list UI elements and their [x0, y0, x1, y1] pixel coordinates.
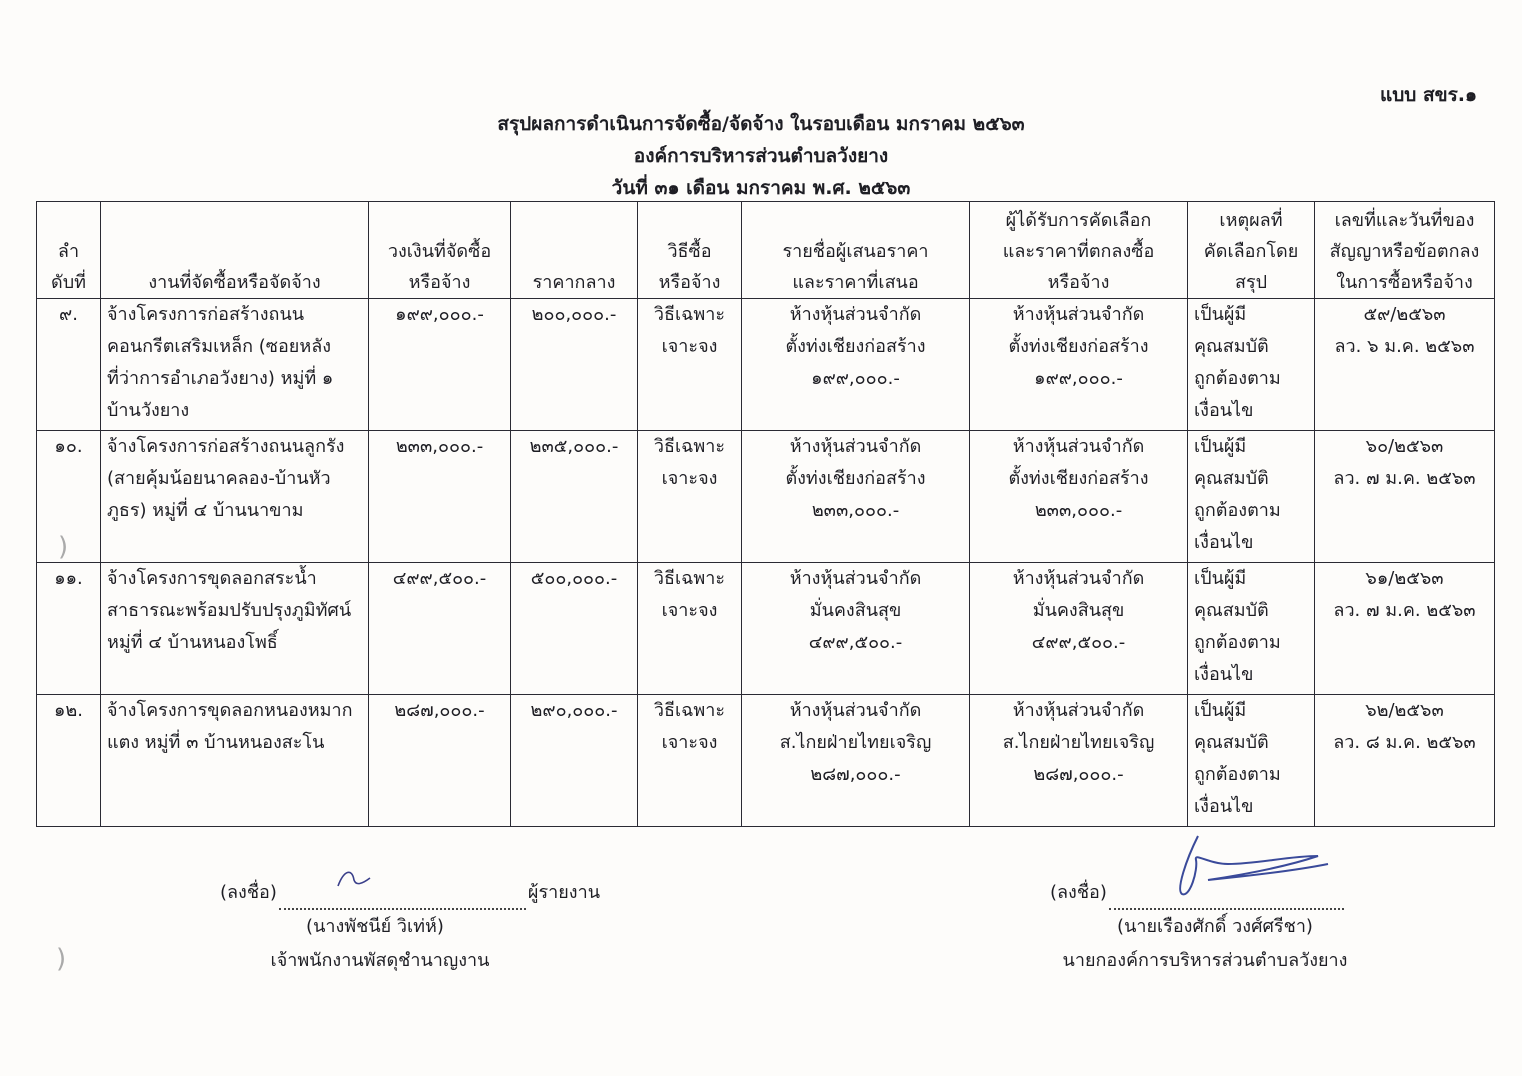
column-header-method: วิธีซื้อ หรือจ้าง	[638, 202, 742, 299]
row-median-price: ๒๐๐,๐๐๐.-	[511, 299, 638, 431]
header-title: สรุปผลการดำเนินการจัดซื้อ/จัดจ้าง ในรอบเดือน มกราคม ๒๕๖๓	[497, 113, 1025, 135]
row-budget: ๑๙๙,๐๐๐.-	[369, 299, 511, 431]
row-budget: ๒๘๗,๐๐๐.-	[369, 695, 511, 827]
header-date: วันที่ ๓๑ เดือน มกราคม พ.ศ. ๒๕๖๓	[611, 177, 911, 199]
row-selected: ห้างหุ้นส่วนจำกัด ตั้งท่งเชียงก่อสร้าง ๒๓๓,๐๐๐.-	[970, 431, 1188, 563]
row-method: วิธีเฉพาะ เจาะจง	[638, 695, 742, 827]
row-bidders: ห้างหุ้นส่วนจำกัด มั่นคงสินสุข ๔๙๙,๕๐๐.-	[742, 563, 970, 695]
form-code: แบบ สขร.๑	[1380, 84, 1478, 106]
row-work: จ้างโครงการขุดลอกหนองหมาก แตง หมู่ที่ ๓ บ้านหนองสะโน	[101, 695, 369, 827]
table-row	[37, 431, 1495, 563]
row-work: จ้างโครงการก่อสร้างถนนลูกรัง (สายคุ้มน้อยนาคลอง-บ้านหัว ภูธร) หมู่ที่ ๔ บ้านนาขาม	[101, 431, 369, 563]
row-budget: ๒๓๓,๐๐๐.-	[369, 431, 511, 563]
column-header-no: ลำ ดับที่	[37, 202, 101, 299]
row-work: จ้างโครงการขุดลอกสระน้ำ สาธารณะพร้อมปรับปรุงภูมิทัศน์ หมู่ที่ ๔ บ้านหนองโพธิ์	[101, 563, 369, 695]
table-header-row	[37, 202, 1495, 299]
column-header-work: งานที่จัดซื้อหรือจัดจ้าง	[101, 202, 369, 299]
row-reason: เป็นผู้มี คุณสมบัติ ถูกต้องตาม เงื่อนไข	[1188, 563, 1315, 695]
column-header-reason: เหตุผลที่ คัดเลือกโดย สรุป	[1188, 202, 1315, 299]
row-bidders: ห้างหุ้นส่วนจำกัด ส.ไกยฝ่ายไทยเจริญ ๒๘๗,๐๐๐.-	[742, 695, 970, 827]
row-contract: ๖๒/๒๕๖๓ ลว. ๘ ม.ค. ๒๕๖๓	[1315, 695, 1495, 827]
row-reason: เป็นผู้มี คุณสมบัติ ถูกต้องตาม เงื่อนไข	[1188, 431, 1315, 563]
column-header-bidders: รายชื่อผู้เสนอราคา และราคาที่เสนอ	[742, 202, 970, 299]
mayor-signature-mark	[1168, 830, 1348, 900]
table-row	[37, 563, 1495, 695]
row-no: ๑๑.	[37, 563, 101, 695]
table-row	[37, 299, 1495, 431]
column-header-budget: วงเงินที่จัดซื้อ หรือจ้าง	[369, 202, 511, 299]
row-selected: ห้างหุ้นส่วนจำกัด ส.ไกยฝ่ายไทยเจริญ ๒๘๗,๐๐๐.-	[970, 695, 1188, 827]
reporter-signature-line	[279, 884, 526, 910]
row-median-price: ๕๐๐,๐๐๐.-	[511, 563, 638, 695]
reporter-position: เจ้าพนักงานพัสดุชำนาญงาน	[270, 950, 490, 971]
mayor-name: (นายเรืองศักดิ์ วงศ์ศรีชา)	[1117, 916, 1313, 937]
row-method: วิธีเฉพาะ เจาะจง	[638, 299, 742, 431]
column-header-contract: เลขที่และวันที่ของ สัญญาหรือข้อตกลง ในการซื้อหรือจ้าง	[1315, 202, 1495, 299]
row-no: ๑๐.	[37, 431, 101, 563]
row-contract: ๖๑/๒๕๖๓ ลว. ๗ ม.ค. ๒๕๖๓	[1315, 563, 1495, 695]
row-budget: ๔๙๙,๕๐๐.-	[369, 563, 511, 695]
row-method: วิธีเฉพาะ เจาะจง	[638, 563, 742, 695]
punch-hole-mark: )	[56, 944, 67, 974]
row-work: จ้างโครงการก่อสร้างถนน คอนกรีตเสริมเหล็ก (ซอยหลัง ที่ว่าการอำเภอวังยาง) หมู่ที่ ๑ บ้านวังยาง	[101, 299, 369, 431]
row-bidders: ห้างหุ้นส่วนจำกัด ตั้งท่งเชียงก่อสร้าง ๒๓๓,๐๐๐.-	[742, 431, 970, 563]
document-header	[0, 108, 1522, 204]
column-header-selected: ผู้ได้รับการคัดเลือก และราคาที่ตกลงซื้อ หรือจ้าง	[970, 202, 1188, 299]
row-reason: เป็นผู้มี คุณสมบัติ ถูกต้องตาม เงื่อนไข	[1188, 695, 1315, 827]
reporter-signature-block	[220, 876, 600, 978]
reporter-sign-prefix: (ลงชื่อ)	[220, 882, 277, 903]
row-no: ๙.	[37, 299, 101, 431]
mayor-sign-prefix: (ลงชื่อ)	[1050, 882, 1107, 903]
column-header-median-price: ราคากลาง	[511, 202, 638, 299]
reporter-sign-suffix: ผู้รายงาน	[527, 882, 600, 903]
row-selected: ห้างหุ้นส่วนจำกัด ตั้งท่งเชียงก่อสร้าง ๑๙๙,๐๐๐.-	[970, 299, 1188, 431]
row-median-price: ๒๓๕,๐๐๐.-	[511, 431, 638, 563]
row-contract: ๖๐/๒๕๖๓ ลว. ๗ ม.ค. ๒๕๖๓	[1315, 431, 1495, 563]
mayor-position: นายกองค์การบริหารส่วนตำบลวังยาง	[1062, 950, 1348, 971]
row-bidders: ห้างหุ้นส่วนจำกัด ตั้งท่งเชียงก่อสร้าง ๑๙๙,๐๐๐.-	[742, 299, 970, 431]
header-organization: องค์การบริหารส่วนตำบลวังยาง	[633, 145, 889, 167]
row-no: ๑๒.	[37, 695, 101, 827]
table-row	[37, 695, 1495, 827]
reporter-name: (นางพัชนีย์ วิเท่ห์)	[306, 916, 444, 937]
procurement-table	[36, 201, 1495, 827]
row-selected: ห้างหุ้นส่วนจำกัด มั่นคงสินสุข ๔๙๙,๕๐๐.-	[970, 563, 1188, 695]
row-median-price: ๒๙๐,๐๐๐.-	[511, 695, 638, 827]
reporter-signature-mark	[334, 866, 374, 892]
row-method: วิธีเฉพาะ เจาะจง	[638, 431, 742, 563]
row-contract: ๕๙/๒๕๖๓ ลว. ๖ ม.ค. ๒๕๖๓	[1315, 299, 1495, 431]
row-reason: เป็นผู้มี คุณสมบัติ ถูกต้องตาม เงื่อนไข	[1188, 299, 1315, 431]
punch-hole-mark: )	[58, 532, 69, 562]
